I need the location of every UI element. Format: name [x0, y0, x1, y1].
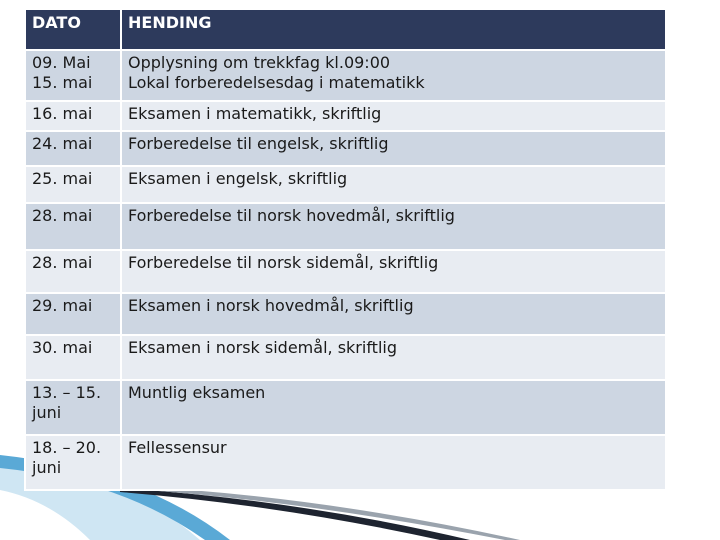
table-row	[25, 50, 666, 101]
table-row	[25, 203, 666, 250]
cell-event: Eksamen i norsk hovedmål, skriftlig	[121, 293, 666, 335]
cell-event: Opplysning om trekkfag kl.09:00 Lokal forberedelsesdag i matematikk	[121, 50, 666, 101]
cell-date: 24. mai	[25, 131, 121, 166]
cell-date: 28. mai	[25, 250, 121, 293]
cell-event: Eksamen i matematikk, skriftlig	[121, 101, 666, 131]
cell-event: Eksamen i engelsk, skriftlig	[121, 166, 666, 203]
table-row	[25, 335, 666, 380]
header-date: DATO	[25, 9, 121, 50]
cell-date: 29. mai	[25, 293, 121, 335]
table-row	[25, 131, 666, 166]
cell-event: Forberedelse til engelsk, skriftlig	[121, 131, 666, 166]
cell-date: 28. mai	[25, 203, 121, 250]
cell-date: 13. – 15. juni	[25, 380, 121, 435]
table-row	[25, 293, 666, 335]
header-event: HENDING	[121, 9, 666, 50]
table-row	[25, 435, 666, 490]
table-row	[25, 166, 666, 203]
cell-date: 30. mai	[25, 335, 121, 380]
cell-event: Fellessensur	[121, 435, 666, 490]
cell-date: 09. Mai 15. mai	[25, 50, 121, 101]
cell-event: Muntlig eksamen	[121, 380, 666, 435]
table-row	[25, 250, 666, 293]
cell-event: Forberedelse til norsk hovedmål, skriftlig	[121, 203, 666, 250]
cell-date: 16. mai	[25, 101, 121, 131]
cell-date: 18. – 20. juni	[25, 435, 121, 490]
exam-schedule-table	[24, 8, 667, 491]
table-row	[25, 101, 666, 131]
cell-event: Eksamen i norsk sidemål, skriftlig	[121, 335, 666, 380]
header-row	[25, 9, 666, 50]
table-row	[25, 380, 666, 435]
cell-date: 25. mai	[25, 166, 121, 203]
cell-event: Forberedelse til norsk sidemål, skriftlig	[121, 250, 666, 293]
